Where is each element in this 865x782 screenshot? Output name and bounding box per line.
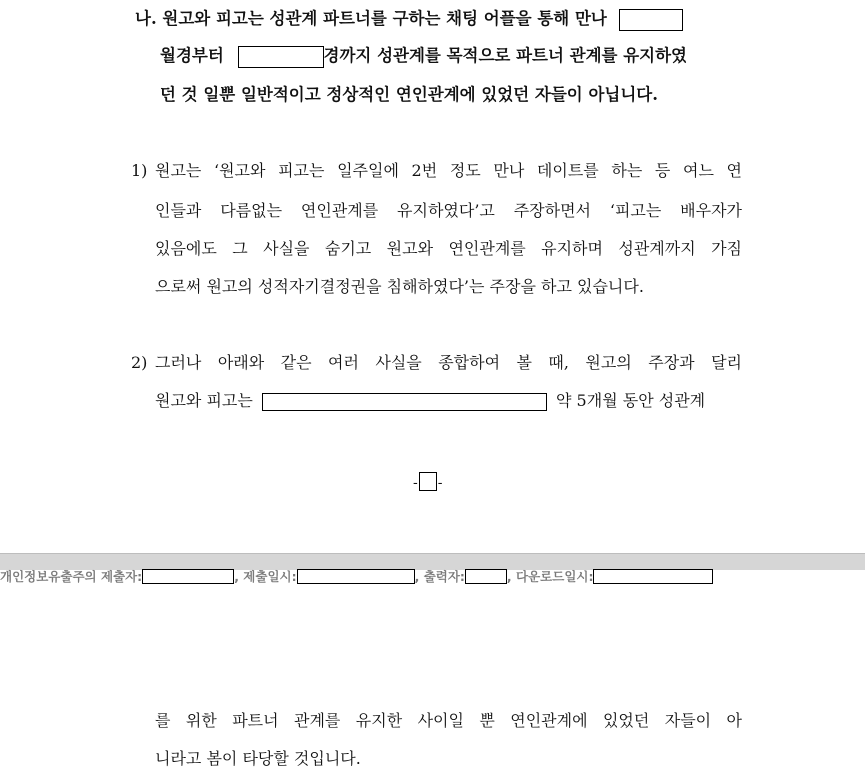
item-1-number: 1) bbox=[131, 161, 148, 180]
watermark-label: , 출력자: bbox=[414, 569, 465, 584]
redacted-box bbox=[593, 569, 713, 584]
section-heading-text: 던 것 일뿐 일반적이고 정상적인 연인관계에 있었던 자들이 아닙니다. bbox=[160, 85, 658, 104]
page-number-dash: - bbox=[437, 475, 443, 491]
redacted-box bbox=[142, 569, 234, 584]
continuation-line: 니라고 봄이 타당할 것입니다. bbox=[155, 749, 361, 768]
redacted-box bbox=[262, 393, 547, 411]
section-heading-text: 나. 원고와 피고는 성관계 파트너를 구하는 채팅 어플을 통해 만나 bbox=[135, 9, 607, 28]
section-heading-line-2 bbox=[160, 45, 687, 68]
item-2-line: 그러나 아래와 같은 여러 사실을 종합하여 볼 때, 원고의 주장과 달리 bbox=[155, 353, 742, 372]
redacted-box bbox=[297, 569, 415, 584]
document-page-bottom bbox=[0, 570, 865, 782]
watermark-label: , 다운로드일시: bbox=[506, 569, 594, 584]
redacted-box bbox=[465, 569, 507, 584]
redacted-page-number bbox=[419, 472, 437, 491]
section-heading-line-3 bbox=[160, 84, 658, 106]
page-number-dash: - bbox=[413, 475, 418, 491]
continuation-line: 를 위한 파트너 관계를 유지한 사이일 뿐 연인관계에 있었던 자들이 아 bbox=[155, 711, 742, 730]
item-1-line: 원고는 ‘원고와 피고는 일주일에 2번 정도 만나 데이트를 하는 등 여느 연 bbox=[155, 161, 742, 180]
item-2-text: 원고와 피고는 bbox=[155, 391, 253, 410]
section-heading-text: 경까지 성관계를 목적으로 파트너 관계를 유지하였 bbox=[323, 46, 687, 65]
section-heading-line-1 bbox=[135, 8, 683, 31]
redacted-box bbox=[238, 46, 324, 68]
item-1-line: 인들과 다름없는 연인관계를 유지하였다’고 주장하면서 ‘피고는 배우자가 bbox=[155, 201, 742, 220]
privacy-watermark bbox=[0, 567, 865, 587]
item-1-line: 있음에도 그 사실을 숨기고 원고와 연인관계를 유지하며 성관계까지 가짐 bbox=[155, 239, 742, 258]
page-number bbox=[413, 472, 442, 493]
item-2-line-2 bbox=[155, 390, 705, 412]
redacted-box bbox=[619, 9, 683, 31]
item-2-number: 2) bbox=[131, 353, 148, 372]
watermark-label: , 제출일시: bbox=[234, 569, 297, 584]
watermark-label: 개인정보유출주의 제출자: bbox=[0, 569, 143, 584]
section-heading-text: 월경부터 bbox=[160, 46, 224, 65]
item-2-text: 약 5개월 동안 성관계 bbox=[556, 391, 706, 410]
item-1-line: 으로써 원고의 성적자기결정권을 침해하였다’는 주장을 하고 있습니다. bbox=[155, 277, 644, 296]
